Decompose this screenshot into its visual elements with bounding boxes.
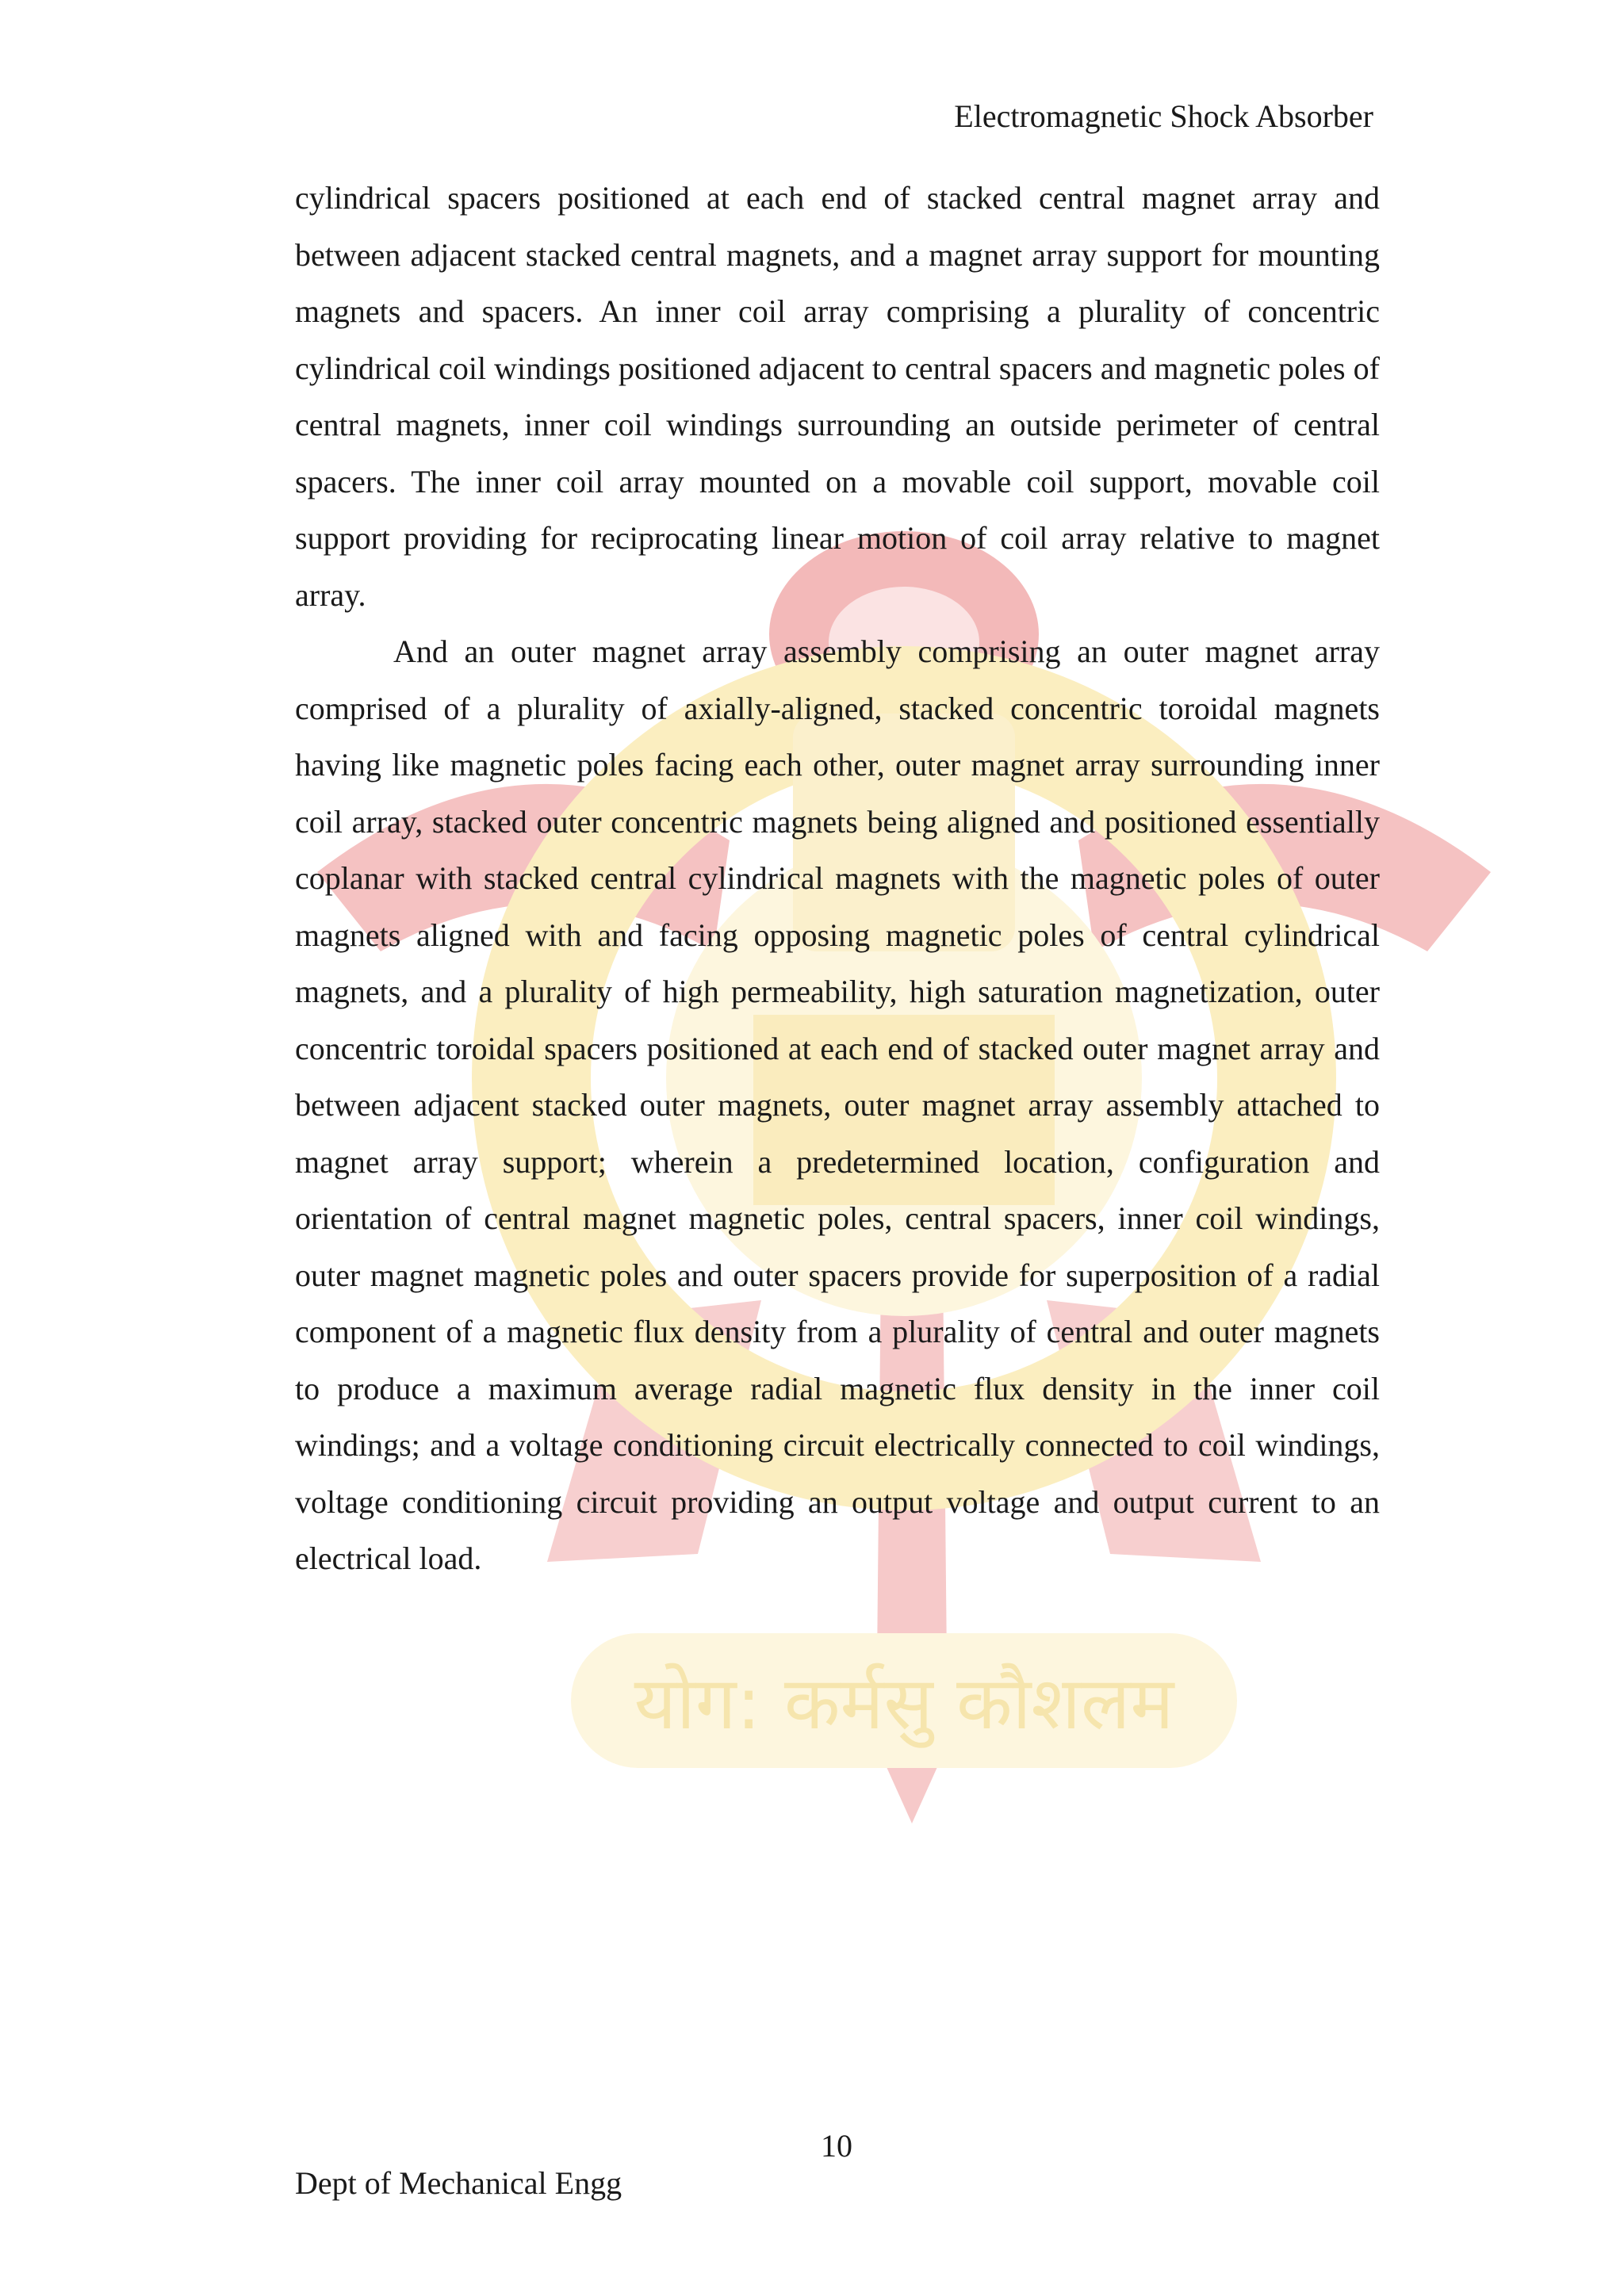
body-text xyxy=(295,170,1380,1587)
footer-department: Dept of Mechanical Engg xyxy=(295,2165,622,2201)
page-number: 10 xyxy=(821,2128,852,2164)
svg-text:योग: कर्मसु कौशलम: योग: कर्मसु कौशलम xyxy=(634,1661,1174,1746)
paragraph: cylindrical spacers positioned at each end of stacked central magnet array and between adjacent stacked central magnets, and a magnet array support for mounting magnets and spacers. An inner coil array comprising a plurality of concentric cylindrical coil windings positioned adjacent to central spacers and magnetic poles of central magnets, inner coil windings surrounding an outside perimeter of central spacers. The inner coil array mounted on a movable coil support, movable coil support providing for reciprocating linear motion of coil array relative to magnet array. xyxy=(295,180,1380,613)
paragraph: And an outer magnet array assembly comprising an outer magnet array comprised of a plurality of axially-aligned, stacked concentric toroidal magnets having like magnetic poles facing each other, outer magnet array surrounding inner coil array, stacked outer concentric magnets being aligned and positioned essentially coplanar with stacked central cylindrical magnets with the magnetic poles of outer magnets aligned with and facing opposing magnetic poles of central cylindrical magnets, and a plurality of high permeability, high saturation magnetization, outer concentric toroidal spacers positioned at each end of stacked outer magnet array and between adjacent stacked outer magnets, outer magnet array assembly attached to magnet array support; wherein a predetermined location, configuration and orientation of central magnet magnetic poles, central spacers, inner coil windings, outer magnet magnetic poles and outer spacers provide for superposition of a radial component of a magnetic flux density from a plurality of central and outer magnets to produce a maximum average radial magnetic flux density in the inner coil windings; and a voltage conditioning circuit electrically connected to coil windings, voltage conditioning circuit providing an output voltage and output current to an electrical load. xyxy=(295,633,1380,1576)
running-header-title: Electromagnetic Shock Absorber xyxy=(954,98,1373,134)
